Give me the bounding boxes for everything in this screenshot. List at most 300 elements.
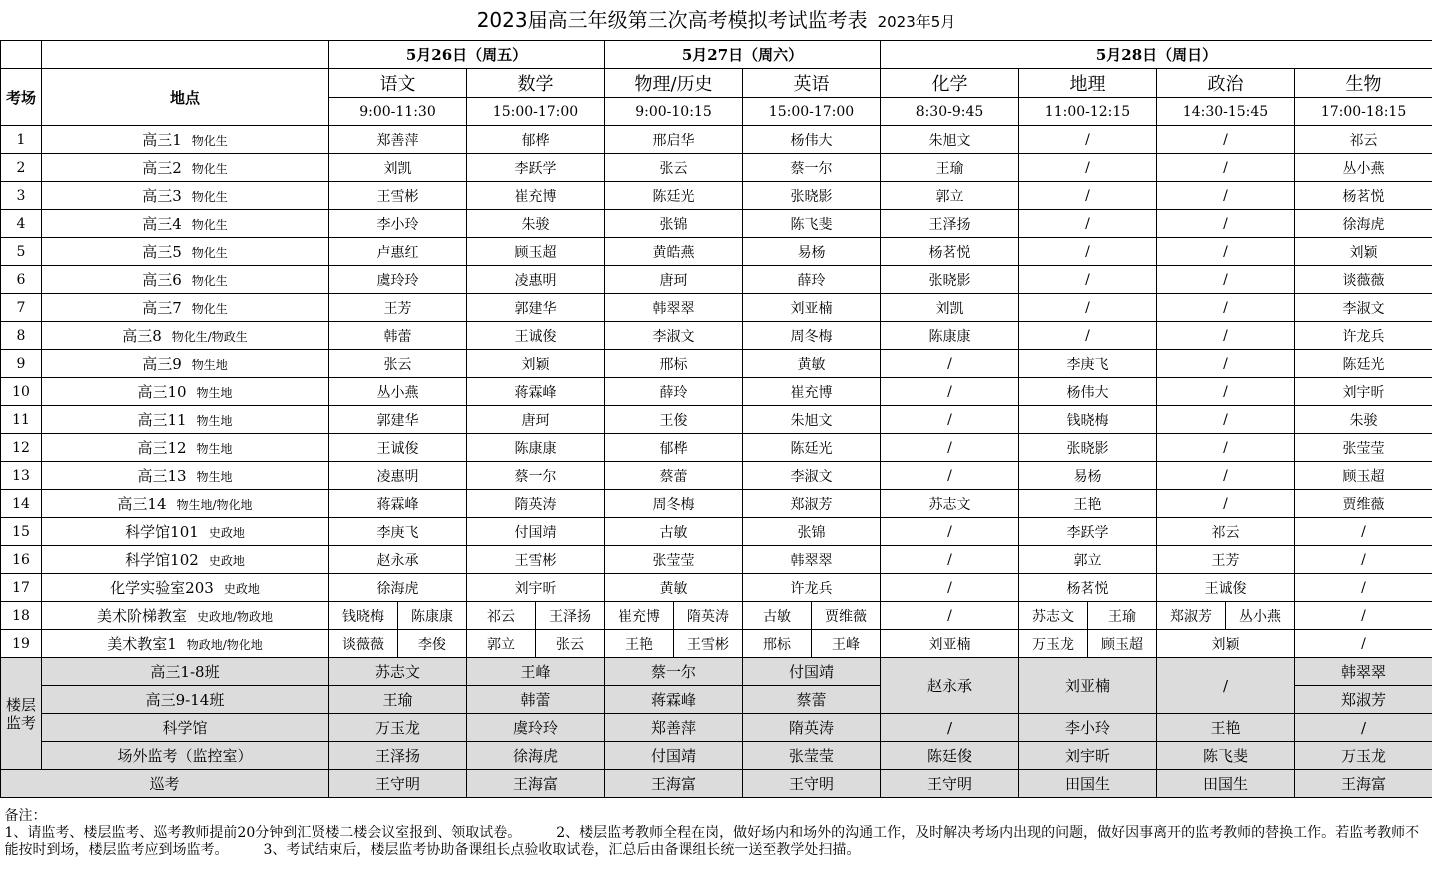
proctor-cell: 韩蕾 bbox=[329, 322, 467, 350]
proctor-cell: 顾玉超 bbox=[467, 238, 605, 266]
proctor-cell: / bbox=[881, 378, 1019, 406]
subject-combo: 史政地/物政地 bbox=[196, 610, 274, 624]
proctor-cell: 王艳 bbox=[1019, 490, 1157, 518]
proctor-cell: 隋英涛 bbox=[674, 602, 743, 630]
proctor-cell: / bbox=[1157, 126, 1295, 154]
proctor-cell: 易杨 bbox=[743, 238, 881, 266]
proctor-cell: 王泽扬 bbox=[536, 602, 605, 630]
proctor-cell: / bbox=[1295, 518, 1432, 546]
proctor-cell: 祁云 bbox=[1157, 518, 1295, 546]
proctor-cell: 韩蕾 bbox=[467, 686, 605, 714]
proctor-cell: / bbox=[1157, 434, 1295, 462]
proctor-cell: / bbox=[1157, 658, 1295, 714]
proctor-cell: 刘颖 bbox=[467, 350, 605, 378]
proctor-cell: 苏志文 bbox=[881, 490, 1019, 518]
subject-combo: 物化生 bbox=[191, 274, 228, 288]
proctor-cell: 邢启华 bbox=[605, 126, 743, 154]
location-name: 高三4 bbox=[142, 215, 182, 233]
exam-room-number: 7 bbox=[1, 294, 42, 322]
proctor-cell: 朱骏 bbox=[467, 210, 605, 238]
subject-combo: 物化生 bbox=[191, 162, 228, 176]
location-cell bbox=[42, 126, 329, 154]
page-title bbox=[0, 0, 1432, 40]
subject-header: 化学 bbox=[881, 69, 1019, 98]
subject-combo: 物生地 bbox=[191, 358, 228, 372]
proctor-cell: / bbox=[881, 546, 1019, 574]
exam-room-number: 16 bbox=[1, 546, 42, 574]
proctor-cell: 王海富 bbox=[605, 770, 743, 798]
exam-room-number: 6 bbox=[1, 266, 42, 294]
proctor-cell: 张莹莹 bbox=[1295, 434, 1432, 462]
proctor-cell: 李淑文 bbox=[1295, 294, 1432, 322]
table-row bbox=[1, 238, 1432, 266]
exam-room-number: 11 bbox=[1, 406, 42, 434]
proctor-cell: 钱晓梅 bbox=[1019, 406, 1157, 434]
table-row bbox=[1, 546, 1432, 574]
table-row bbox=[1, 770, 1432, 798]
proctor-cell: 刘凯 bbox=[329, 154, 467, 182]
location-name: 科学馆101 bbox=[125, 523, 199, 541]
proctor-cell: 王芳 bbox=[329, 294, 467, 322]
proctor-cell: 崔充博 bbox=[743, 378, 881, 406]
proctor-cell: 顾玉超 bbox=[1295, 462, 1432, 490]
proctor-cell: / bbox=[881, 406, 1019, 434]
proctor-cell: 王峰 bbox=[467, 658, 605, 686]
proctor-cell: 杨茗悦 bbox=[881, 238, 1019, 266]
exam-room-number: 14 bbox=[1, 490, 42, 518]
proctor-cell: 李淑文 bbox=[743, 462, 881, 490]
proctor-cell: 祁云 bbox=[467, 602, 536, 630]
proctor-cell: 付国靖 bbox=[467, 518, 605, 546]
proctor-cell: 朱旭文 bbox=[881, 126, 1019, 154]
proctor-cell: 李俊 bbox=[398, 630, 467, 658]
proctor-cell: 蔡一尔 bbox=[605, 658, 743, 686]
proctor-cell: 易杨 bbox=[1019, 462, 1157, 490]
proctor-cell: 李跃学 bbox=[467, 154, 605, 182]
proctor-cell: 虞玲玲 bbox=[329, 266, 467, 294]
subject-combo: 物化生 bbox=[191, 218, 228, 232]
proctor-cell: 祁云 bbox=[1295, 126, 1432, 154]
time-header: 8:30-9:45 bbox=[881, 98, 1019, 126]
proctor-cell: 田国生 bbox=[1157, 770, 1295, 798]
exam-room-number: 1 bbox=[1, 126, 42, 154]
proctor-cell: 张晓影 bbox=[881, 266, 1019, 294]
proctor-cell: 周冬梅 bbox=[743, 322, 881, 350]
proctor-cell: 王泽扬 bbox=[881, 210, 1019, 238]
location-cell: 科学馆 bbox=[42, 714, 329, 742]
location-name: 科学馆102 bbox=[125, 551, 199, 569]
table-row bbox=[1, 490, 1432, 518]
subject-combo: 物化生 bbox=[191, 190, 228, 204]
proctor-cell: 杨茗悦 bbox=[1019, 574, 1157, 602]
table-row bbox=[1, 742, 1432, 770]
proctor-cell: / bbox=[1157, 210, 1295, 238]
proctor-cell: 郁桦 bbox=[605, 434, 743, 462]
proctor-cell: 蒋霖峰 bbox=[605, 686, 743, 714]
proctor-cell: 郑淑芳 bbox=[1157, 602, 1226, 630]
proctor-cell: 李庚飞 bbox=[1019, 350, 1157, 378]
subject-header: 政治 bbox=[1157, 69, 1295, 98]
proctor-cell: 陈廷光 bbox=[743, 434, 881, 462]
location-cell bbox=[42, 602, 329, 630]
proctor-cell: 陈廷光 bbox=[1295, 350, 1432, 378]
proctor-cell: 韩翠翠 bbox=[605, 294, 743, 322]
proctor-cell: 陈廷俊 bbox=[881, 742, 1019, 770]
time-header: 17:00-18:15 bbox=[1295, 98, 1432, 126]
proctor-cell: 陈康康 bbox=[467, 434, 605, 462]
table-row bbox=[1, 322, 1432, 350]
location-cell bbox=[42, 518, 329, 546]
exam-room-number: 15 bbox=[1, 518, 42, 546]
proctor-cell: 万玉龙 bbox=[1019, 630, 1088, 658]
proctor-cell: 张莹莹 bbox=[743, 742, 881, 770]
proctor-cell: / bbox=[1019, 154, 1157, 182]
table-row bbox=[1, 378, 1432, 406]
proctor-cell: 王瑜 bbox=[1088, 602, 1157, 630]
proctor-cell: 隋英涛 bbox=[743, 714, 881, 742]
proctor-cell: 刘亚楠 bbox=[743, 294, 881, 322]
header-blank bbox=[42, 41, 329, 69]
proctor-cell: 刘凯 bbox=[881, 294, 1019, 322]
exam-room-number: 12 bbox=[1, 434, 42, 462]
subject-header: 地理 bbox=[1019, 69, 1157, 98]
proctor-cell: 王峰 bbox=[812, 630, 881, 658]
proctor-cell: 张锦 bbox=[605, 210, 743, 238]
proctor-cell: 隋英涛 bbox=[467, 490, 605, 518]
proctor-cell: 徐海虎 bbox=[329, 574, 467, 602]
exam-room-number: 10 bbox=[1, 378, 42, 406]
subject-combo: 物生地 bbox=[196, 386, 233, 400]
date-header-1: 5月26日（周五） bbox=[329, 41, 605, 69]
proctor-cell: 郭建华 bbox=[467, 294, 605, 322]
table-row bbox=[1, 574, 1432, 602]
proctor-cell: 顾玉超 bbox=[1088, 630, 1157, 658]
exam-room-number: 13 bbox=[1, 462, 42, 490]
proctor-cell: 陈飞斐 bbox=[743, 210, 881, 238]
proctor-cell: / bbox=[1019, 266, 1157, 294]
proctor-cell: 陈康康 bbox=[881, 322, 1019, 350]
proctor-cell: 张晓影 bbox=[743, 182, 881, 210]
proctor-cell: / bbox=[1157, 294, 1295, 322]
schedule-table bbox=[0, 40, 1432, 859]
table-row bbox=[1, 602, 1432, 630]
proctor-cell: 邢标 bbox=[743, 630, 812, 658]
subject-combo: 史政地 bbox=[208, 554, 245, 568]
location-name: 高三3 bbox=[142, 187, 182, 205]
proctor-cell: 薛玲 bbox=[605, 378, 743, 406]
proctor-cell: 凌惠明 bbox=[467, 266, 605, 294]
proctor-cell: 韩翠翠 bbox=[743, 546, 881, 574]
proctor-cell: 刘宇昕 bbox=[1295, 378, 1432, 406]
subject-combo: 物化生 bbox=[191, 246, 228, 260]
proctor-cell: 张云 bbox=[329, 350, 467, 378]
proctor-cell: 刘宇昕 bbox=[1019, 742, 1157, 770]
proctor-cell: 卢惠红 bbox=[329, 238, 467, 266]
proctor-cell: 王海富 bbox=[467, 770, 605, 798]
proctor-cell: / bbox=[1019, 238, 1157, 266]
exam-room-number: 19 bbox=[1, 630, 42, 658]
table-row bbox=[1, 154, 1432, 182]
subject-combo: 物政地/物化地 bbox=[186, 638, 263, 652]
proctor-cell: 钱晓梅 bbox=[329, 602, 398, 630]
location-cell: 高三9-14班 bbox=[42, 686, 329, 714]
proctor-cell: 王守明 bbox=[743, 770, 881, 798]
proctor-cell: 田国生 bbox=[1019, 770, 1157, 798]
exam-room-number: 9 bbox=[1, 350, 42, 378]
proctor-cell: 郑善萍 bbox=[605, 714, 743, 742]
subject-combo: 史政地 bbox=[223, 582, 260, 596]
proctor-cell: 万玉龙 bbox=[329, 714, 467, 742]
proctor-cell: 蔡蕾 bbox=[605, 462, 743, 490]
proctor-cell: / bbox=[1019, 210, 1157, 238]
exam-room-number: 5 bbox=[1, 238, 42, 266]
proctor-cell: 古敏 bbox=[605, 518, 743, 546]
location-name: 高三1 bbox=[142, 131, 182, 149]
proctor-cell: / bbox=[1157, 322, 1295, 350]
table-row bbox=[1, 434, 1432, 462]
proctor-cell: 谈薇薇 bbox=[1295, 266, 1432, 294]
subject-combo: 物化生/物政生 bbox=[171, 330, 248, 344]
location-cell bbox=[42, 630, 329, 658]
proctor-cell: 黄敏 bbox=[605, 574, 743, 602]
proctor-cell: 凌惠明 bbox=[329, 462, 467, 490]
proctor-cell: 付国靖 bbox=[605, 742, 743, 770]
time-header: 11:00-12:15 bbox=[1019, 98, 1157, 126]
proctor-cell: 王瑜 bbox=[881, 154, 1019, 182]
proctor-cell: 赵永承 bbox=[881, 658, 1019, 714]
proctor-cell: 付国靖 bbox=[743, 658, 881, 686]
table-row bbox=[1, 462, 1432, 490]
location-name: 高三6 bbox=[142, 271, 182, 289]
proctor-cell: 周冬梅 bbox=[605, 490, 743, 518]
proctor-cell: 蔡一尔 bbox=[467, 462, 605, 490]
proctor-cell: 郭立 bbox=[467, 630, 536, 658]
floor-proctor-label: 楼层监考 bbox=[1, 658, 42, 770]
proctor-cell: 刘颖 bbox=[1157, 630, 1295, 658]
table-row bbox=[1, 406, 1432, 434]
proctor-cell: 王雪彬 bbox=[329, 182, 467, 210]
proctor-cell: 王芳 bbox=[1157, 546, 1295, 574]
table-row bbox=[1, 210, 1432, 238]
proctor-cell: 陈飞斐 bbox=[1157, 742, 1295, 770]
proctor-cell: 李小玲 bbox=[1019, 714, 1157, 742]
proctor-cell: 徐海虎 bbox=[1295, 210, 1432, 238]
exam-room-number: 17 bbox=[1, 574, 42, 602]
subject-combo: 史政地 bbox=[208, 526, 245, 540]
notes-label: 备注： bbox=[4, 808, 47, 824]
proctor-cell: / bbox=[1295, 630, 1432, 658]
location-cell: 高三1-8班 bbox=[42, 658, 329, 686]
proctor-cell: 刘亚楠 bbox=[1019, 658, 1157, 714]
proctor-cell: 张云 bbox=[536, 630, 605, 658]
proctor-cell: / bbox=[1157, 182, 1295, 210]
proctor-cell: 王海富 bbox=[1295, 770, 1432, 798]
subject-header: 语文 bbox=[329, 69, 467, 98]
location-cell: 场外监考（监控室） bbox=[42, 742, 329, 770]
subject-header: 英语 bbox=[743, 69, 881, 98]
subject-combo: 物生地 bbox=[196, 470, 233, 484]
proctor-cell: 王瑜 bbox=[329, 686, 467, 714]
location-name: 高三7 bbox=[142, 299, 182, 317]
location-cell bbox=[42, 574, 329, 602]
proctor-cell: 蒋霖峰 bbox=[329, 490, 467, 518]
proctor-cell: 虞玲玲 bbox=[467, 714, 605, 742]
proctor-cell: 刘宇昕 bbox=[467, 574, 605, 602]
proctor-cell: / bbox=[1157, 154, 1295, 182]
proctor-cell: / bbox=[1019, 126, 1157, 154]
location-header: 地点 bbox=[42, 69, 329, 126]
exam-room-number: 8 bbox=[1, 322, 42, 350]
proctor-cell: 张锦 bbox=[743, 518, 881, 546]
proctor-cell: / bbox=[1157, 406, 1295, 434]
proctor-cell: 贾维薇 bbox=[812, 602, 881, 630]
title-date: 2023年5月 bbox=[877, 13, 956, 31]
table-row bbox=[1, 266, 1432, 294]
proctor-cell: 王守明 bbox=[329, 770, 467, 798]
location-name: 高三8 bbox=[122, 327, 162, 345]
proctor-cell: 刘颖 bbox=[1295, 238, 1432, 266]
location-cell bbox=[42, 406, 329, 434]
proctor-cell: / bbox=[1157, 462, 1295, 490]
subject-header: 数学 bbox=[467, 69, 605, 98]
proctor-cell: 唐珂 bbox=[605, 266, 743, 294]
table-row bbox=[1, 630, 1432, 658]
proctor-cell: 郭建华 bbox=[329, 406, 467, 434]
proctor-cell: 张莹莹 bbox=[605, 546, 743, 574]
proctor-cell: 李淑文 bbox=[605, 322, 743, 350]
proctor-cell: 黄皓燕 bbox=[605, 238, 743, 266]
proctor-cell: / bbox=[1157, 266, 1295, 294]
location-name: 高三13 bbox=[137, 467, 187, 485]
exam-room-number: 4 bbox=[1, 210, 42, 238]
proctor-cell: 贾维薇 bbox=[1295, 490, 1432, 518]
proctor-cell: 张晓影 bbox=[1019, 434, 1157, 462]
proctor-cell: 苏志文 bbox=[1019, 602, 1088, 630]
proctor-cell: 徐海虎 bbox=[467, 742, 605, 770]
time-header: 15:00-17:00 bbox=[467, 98, 605, 126]
proctor-cell: 王泽扬 bbox=[329, 742, 467, 770]
location-cell bbox=[42, 378, 329, 406]
proctor-cell: 丛小燕 bbox=[329, 378, 467, 406]
proctor-cell: 崔充博 bbox=[467, 182, 605, 210]
patrol-label: 巡考 bbox=[1, 770, 329, 798]
location-name: 高三10 bbox=[137, 383, 187, 401]
proctor-cell: 蔡蕾 bbox=[743, 686, 881, 714]
proctor-cell: 朱旭文 bbox=[743, 406, 881, 434]
proctor-cell: 郑淑芳 bbox=[1295, 686, 1432, 714]
proctor-cell: 崔充博 bbox=[605, 602, 674, 630]
date-header-3: 5月28日（周日） bbox=[881, 41, 1432, 69]
proctor-cell: 蒋霖峰 bbox=[467, 378, 605, 406]
subject-header: 生物 bbox=[1295, 69, 1432, 98]
proctor-cell: 杨伟大 bbox=[743, 126, 881, 154]
proctor-cell: / bbox=[881, 434, 1019, 462]
location-name: 高三11 bbox=[137, 411, 187, 429]
location-cell bbox=[42, 322, 329, 350]
table-row bbox=[1, 714, 1432, 742]
notes-row bbox=[1, 798, 1432, 860]
time-header: 9:00-11:30 bbox=[329, 98, 467, 126]
location-name: 美术教室1 bbox=[107, 635, 177, 653]
location-name: 高三9 bbox=[142, 355, 182, 373]
proctor-cell: / bbox=[881, 602, 1019, 630]
location-cell bbox=[42, 490, 329, 518]
location-cell bbox=[42, 266, 329, 294]
proctor-cell: 赵永承 bbox=[329, 546, 467, 574]
proctor-cell: / bbox=[1295, 714, 1432, 742]
proctor-cell: 王艳 bbox=[605, 630, 674, 658]
proctor-cell: 郁桦 bbox=[467, 126, 605, 154]
proctor-cell: 王守明 bbox=[881, 770, 1019, 798]
proctor-cell: / bbox=[1019, 294, 1157, 322]
location-name: 美术阶梯教室 bbox=[96, 607, 187, 625]
proctor-cell: / bbox=[1157, 378, 1295, 406]
location-cell bbox=[42, 434, 329, 462]
proctor-cell: 刘亚楠 bbox=[881, 630, 1019, 658]
time-header: 9:00-10:15 bbox=[605, 98, 743, 126]
notes-block bbox=[1, 798, 1432, 860]
proctor-cell: 蔡一尔 bbox=[743, 154, 881, 182]
proctor-cell: 唐珂 bbox=[467, 406, 605, 434]
proctor-cell: 邢标 bbox=[605, 350, 743, 378]
table-row bbox=[1, 658, 1432, 686]
notes-text: 1、请监考、楼层监考、巡考教师提前20分钟到汇贤楼二楼会议室报到、领取试卷。 2、楼层监考教师全程在岗，做好场内和场外的沟通工作，及时解决考场内出现的问题，做好因事离开的监考教师的替换工作。若监考教师不能按时到场，楼层监考应到场监考。 3、考试结束后，楼层监考协助备课组长点验收取试卷，汇总后由备课组长统一送至教学处扫描。 bbox=[4, 825, 1420, 858]
proctor-cell: / bbox=[1157, 350, 1295, 378]
location-cell bbox=[42, 154, 329, 182]
location-cell bbox=[42, 210, 329, 238]
proctor-cell: 郭立 bbox=[881, 182, 1019, 210]
proctor-cell: / bbox=[1157, 238, 1295, 266]
proctor-cell: 陈康康 bbox=[398, 602, 467, 630]
proctor-cell: / bbox=[1295, 602, 1432, 630]
proctor-cell: / bbox=[881, 714, 1019, 742]
table-row bbox=[1, 350, 1432, 378]
proctor-cell: 韩翠翠 bbox=[1295, 658, 1432, 686]
proctor-cell: / bbox=[881, 518, 1019, 546]
location-cell bbox=[42, 182, 329, 210]
proctor-cell: 薛玲 bbox=[743, 266, 881, 294]
subject-header: 物理/历史 bbox=[605, 69, 743, 98]
proctor-cell: 王诚俊 bbox=[1157, 574, 1295, 602]
proctor-cell: 丛小燕 bbox=[1226, 602, 1295, 630]
proctor-cell: / bbox=[881, 350, 1019, 378]
subject-combo: 物化生 bbox=[191, 302, 228, 316]
subject-combo: 物生地 bbox=[196, 442, 233, 456]
exam-room-header: 考场 bbox=[1, 69, 42, 126]
location-cell bbox=[42, 238, 329, 266]
proctor-cell: 许龙兵 bbox=[743, 574, 881, 602]
location-name: 高三2 bbox=[142, 159, 182, 177]
location-name: 高三5 bbox=[142, 243, 182, 261]
proctor-cell: 朱骏 bbox=[1295, 406, 1432, 434]
title-text: 2023届高三年级第三次高考模拟考试监考表 bbox=[476, 8, 868, 32]
proctor-cell: / bbox=[1295, 546, 1432, 574]
table-row bbox=[1, 182, 1432, 210]
time-header: 14:30-15:45 bbox=[1157, 98, 1295, 126]
proctor-cell: 郑善萍 bbox=[329, 126, 467, 154]
proctor-cell: 黄敏 bbox=[743, 350, 881, 378]
table-row bbox=[1, 294, 1432, 322]
proctor-cell: 许龙兵 bbox=[1295, 322, 1432, 350]
proctor-cell: / bbox=[881, 462, 1019, 490]
table-row bbox=[1, 518, 1432, 546]
proctor-cell: 王诚俊 bbox=[329, 434, 467, 462]
proctor-cell: / bbox=[1019, 322, 1157, 350]
proctor-cell: 王雪彬 bbox=[467, 546, 605, 574]
proctor-cell: 杨茗悦 bbox=[1295, 182, 1432, 210]
proctor-cell: 李庚飞 bbox=[329, 518, 467, 546]
location-name: 化学实验室203 bbox=[110, 579, 214, 597]
